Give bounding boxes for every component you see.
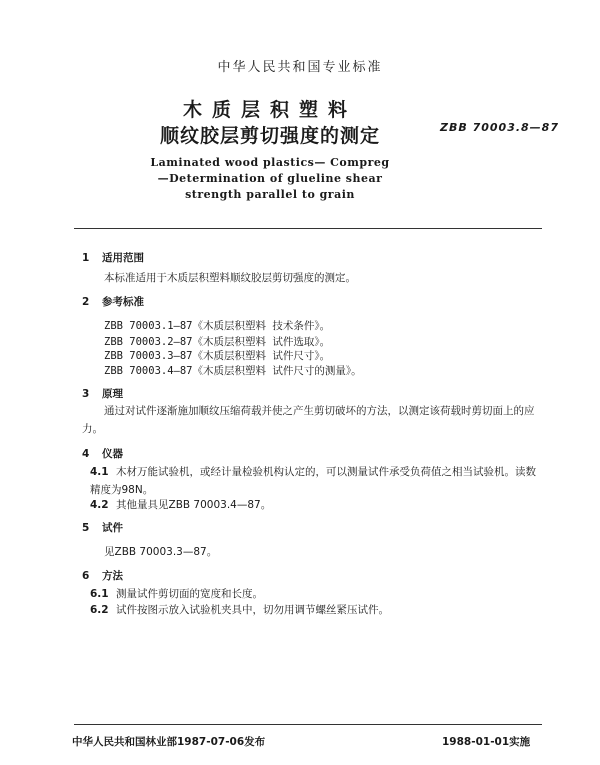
clause-number: 6.2 — [90, 604, 109, 616]
clause-text: 其他量具见ZBB 70003.4—87。 — [116, 499, 272, 511]
reference-line: ZBB 70003.1—87《木质层积塑料 技术条件》。 — [104, 320, 331, 332]
section-3-heading — [82, 386, 123, 401]
clause-number: 4.2 — [90, 499, 109, 511]
section-number: 5 — [82, 522, 90, 534]
section-5-heading — [82, 520, 123, 535]
section-number: 1 — [82, 252, 90, 264]
clause-text: 试件按图示放入试验机夹具中，切勿用调节螺丝紧压试件。 — [116, 604, 389, 616]
clause-number: 4.1 — [90, 466, 109, 478]
title-cn-line2: 顺纹胶层剪切强度的测定 — [159, 125, 380, 147]
bottom-divider — [74, 724, 542, 725]
title-en — [130, 155, 410, 203]
reference-line: ZBB 70003.2—87《木质层积塑料 试件选取》。 — [104, 336, 331, 348]
section-1-heading — [82, 250, 144, 265]
reference-line: ZBB 70003.3—87《木质层积塑料 试件尺寸》。 — [104, 350, 331, 362]
top-divider — [74, 228, 542, 229]
clause-6-2 — [90, 601, 545, 619]
section-title: 参考标准 — [102, 296, 144, 308]
reference-line: ZBB 70003.4—87《木质层积塑料 试件尺寸的测量》。 — [104, 365, 362, 377]
section-title: 方法 — [102, 570, 123, 582]
section-number: 3 — [82, 388, 90, 400]
clause-4-1 — [90, 463, 545, 499]
section-number: 2 — [82, 296, 90, 308]
clause-4-2 — [90, 496, 545, 514]
title-cn-line1: 木质层积塑料 — [182, 99, 357, 121]
clause-text: 测量试件剪切面的宽度和长度。 — [116, 588, 263, 600]
section-2-heading — [82, 294, 144, 309]
section-6-heading — [82, 568, 123, 583]
effective-date: 1988-01-01实施 — [442, 736, 531, 748]
section-4-heading — [82, 446, 123, 461]
issuing-organization: 中华人民共和国专业标准 — [217, 60, 383, 75]
section-number: 6 — [82, 570, 90, 582]
issue-date: 中华人民共和国林业部1987-07-06发布 — [72, 736, 266, 748]
title-en-line: Laminated wood plastics— Compreg — [150, 156, 390, 169]
title-en-line: strength parallel to grain — [185, 188, 355, 201]
section-1-text: 本标准适用于木质层积塑料顺纹胶层剪切强度的测定。 — [104, 272, 356, 284]
section-5-text: 见ZBB 70003.3—87。 — [104, 546, 218, 558]
clause-number: 6.1 — [90, 588, 109, 600]
title-en-line: —Determination of glueline shear — [157, 172, 383, 185]
standard-number: ZBB 70003.8—87 — [440, 121, 559, 134]
section-3-text: 通过对试件逐渐施加顺纹压缩荷载并使之产生剪切破坏的方法，以测定该荷载时剪切面上的应力。 — [82, 405, 535, 435]
section-title: 仪器 — [102, 448, 123, 460]
section-title: 适用范围 — [102, 252, 144, 264]
section-number: 4 — [82, 448, 90, 460]
section-title: 试件 — [102, 522, 123, 534]
section-title: 原理 — [102, 388, 123, 400]
clause-text: 木材万能试验机，或经计量检验机构认定的，可以测量试件承受负荷值之相当试验机。读数精度为98N。 — [90, 466, 536, 496]
